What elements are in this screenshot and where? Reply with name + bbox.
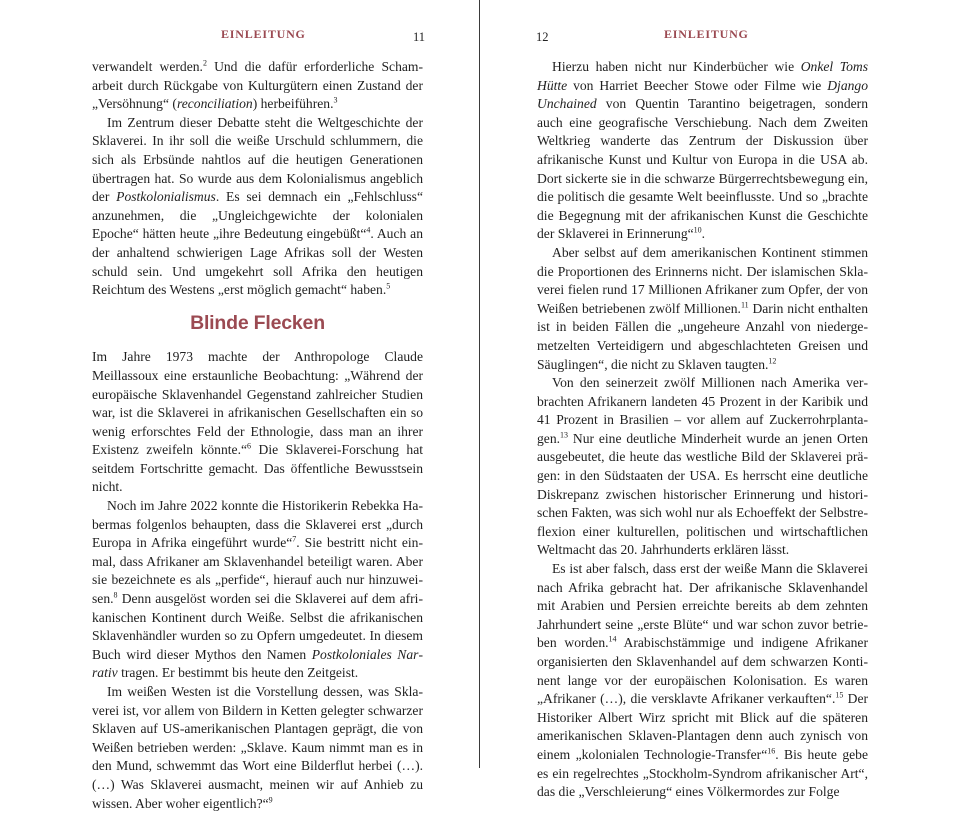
paragraph: Im weißen Westen ist die Vorstellung dessen, was Sklaverei ist, vor allem von Bildern in Ketten gelegter schwarzer Sklaven auf US-amerikanischen Plantagen geprägt, die von Weißen betrieben werden: „Sklave. Kaum nimmt man es in den Mund, schwemmt das Wort eine Bilderflut herbei (…). (…) Was Sklaverei ausmacht, meinen wir auf Anhieb zu wissen. Aber woher eigentlich?“$^9$	[92, 684, 423, 811]
footnote-marker: 5	[386, 281, 391, 291]
paragraph: verwandelt werden.$^2$ Und die dafür erforderliche Schamarbeit durch Rückgabe von Kulturgütern einen Zustand der „Versöhnung“ (reconciliation) herbeiführen.$^3$	[92, 58, 424, 112]
footnote-marker: 8	[113, 590, 118, 600]
paragraph: Im Zentrum dieser Debatte steht die Weltgeschichte der Sklaverei. In ihr soll die weiße Urschuld schlummern, die sich als Erbsünde nahtlos auf die heutigen Generationen übertragen hat. So wurde aus dem Kolonialismus angeblich der Postkolonialismus. Es sei demnach ein „Fehlschluss“ anzunehmen, die „Ungleichgewichte der kolonialen Epoche“ hätten heute „ihre Bedeutung eingebüßt“$^4$. Auch an der anhaltend schwierigen Lage Afrikas soll der Westen schuld sein. Und umgekehrt soll Afrika den heutigen Reichtum des Westens „erst möglich gemacht“ haben.$^5$	[92, 114, 423, 298]
paragraph: Im Jahre 1973 machte der Anthropologe Claude Meillassoux eine erstaunliche Beobachtung: „Während der europäische Sklavenhandel Gegenstand zahlreicher Studien war, ist die Sklaverei in afrikanischen Gesellschaften ein so wenig erforschtes Feld der Ethnologie, dass man an ihrer Existenz zweifeln könnte.“$^6$ Die Sklaverei-Forschung hat seitdem Fortschritte gemacht. Das öffentliche Bewusstsein nicht.	[92, 349, 423, 495]
footnote-marker: 14	[608, 634, 617, 644]
running-head: EINLEITUNG	[221, 27, 306, 41]
footnote-marker: 6	[247, 441, 252, 451]
footnote-marker: 16	[767, 746, 776, 756]
footnote-marker: 11	[740, 300, 749, 310]
footnote-marker: 13	[560, 430, 569, 440]
page-number: 12	[536, 30, 549, 44]
footnote-marker: 9	[268, 795, 273, 805]
paragraph: Es ist aber falsch, dass erst der weiße Mann die Sklaverei nach Afrika gebracht hat. Der afrikanische Sklavenhandel mit Arabien und Persien erreichte bereits ab dem zehnten Jahrhundert seine „erste Blüte“ und war schon zuvor betrieben worden.$^{14}$ Arabischstämmige und indigene Afrikaner organisierten den Sklavenhandel auf dem schwarzen Kontinent lange vor der europäischen Kolonisation. Es waren „Afrikaner (…), die versklavte Afrikaner verkauften“.$^{15}$ Der Historiker Albert Wirz spricht mit Blick auf die späteren amerikanischen Sklaven-Plantagen denn auch zynisch von einem „kolonialen Technologie-Transfer“$^{16}$. Bis heute gebe es ein regelrechtes „Stockholm-Syndrom afrikanischer Art“, das die „Verschleierung“ eines Völkermordes zur Folge	[537, 561, 869, 800]
page-body	[92, 58, 423, 813]
footnote-marker: 4	[366, 225, 371, 235]
paragraph: Von den seinerzeit zwölf Millionen nach Amerika verbrachten Afrikanern landeten 45 Prozent in der Karibik und 41 Prozent in Brasilien – vor allem auf Zuckerrohrplantagen.$^{13}$ Nur eine deutliche Minderheit wurde an jenen Orten ausgebeutet, die heute das westliche Bild der Sklaverei prägen: in den Südstaaten der USA. Es herrscht eine deutliche Diskrepanz zwischen historischer Erinnerung und historischen Fakten, was sich wohl nur als Echoeffekt der Selbstreflexion einer kulturellen, politischen und wirtschaftlichen Weltmacht das 20. Jahrhunderts erklären lässt.	[537, 375, 868, 558]
right-page	[481, 0, 961, 800]
footnote-marker: 15	[835, 690, 844, 700]
paragraph: Noch im Jahre 2022 konnte die Historikerin Rebekka Habermas folgenlos behaupten, dass die Sklaverei erst „durch Europa in Afrika eingeführt wurde“$^7$. Sie bestritt nicht einmal, dass Afrikaner am Sklavenhandel beteiligt waren. Aber sie bezeichnete es als „perfide“, hierauf auch nur hinzuweisen.$^8$ Denn ausgelöst worden sei die Sklaverei auf dem afrikanischen Kontinent durch Weiße. Selbst die afrikanischen Sklavenhändler wurden so zu Opfern umgedeutet. In diesem Buch wird dieser Mythos den Namen Postkoloniales Narrativ tragen. Er bestimmt bis heute den Zeitgeist.	[92, 498, 423, 681]
left-page	[0, 0, 480, 811]
page-body	[537, 58, 868, 802]
page-number: 11	[413, 30, 426, 44]
footnote-marker: 10	[693, 225, 702, 235]
footnote-marker: 2	[202, 58, 207, 68]
footnote-marker: 3	[333, 95, 338, 105]
paragraph: Aber selbst auf dem amerikanischen Kontinent stimmen die Proportionen des Erinnerns nicht. Der islamischen Sklaverei fielen rund 17 Millionen Afrikaner zum Opfer, der von Weißen betriebenen zwölf Millionen.$^{11}$ Darin nicht enthalten ist in beiden Fällen die „ungeheure Anzahl von niedergemetzelten Verteidigern und abgeschlachteten Greisen und Säuglingen“, die nicht zu Sklaven taugten.$^{12}$	[537, 244, 869, 372]
section-heading: Blinde Flecken	[190, 311, 325, 334]
footnote-marker: 12	[768, 355, 777, 365]
running-head: EINLEITUNG	[664, 27, 749, 41]
footnote-marker: 7	[292, 534, 297, 544]
spine-divider	[479, 0, 480, 768]
paragraph: Hierzu haben nicht nur Kinderbücher wie Onkel Toms Hütte von Harriet Beecher Stowe oder Filme wie Django Unchained von Quentin Tarantino beigetragen, sondern auch eine geografische Verschiebung. Nach dem Zweiten Weltkrieg wanderte das Zentrum der Diskussion über afrikanische Kunst und Kultur von Europa in die USA ab. Dort sickerte sie in die schwarze Bürgerrechtsbewegung ein, die politisch die gesamte Welt beeinflusste. Und so „brachte die Begegnung mit der afrikanischen Kunst die Geschichte der Sklaverei in Erinnerung“$^{10}$.	[537, 59, 868, 242]
